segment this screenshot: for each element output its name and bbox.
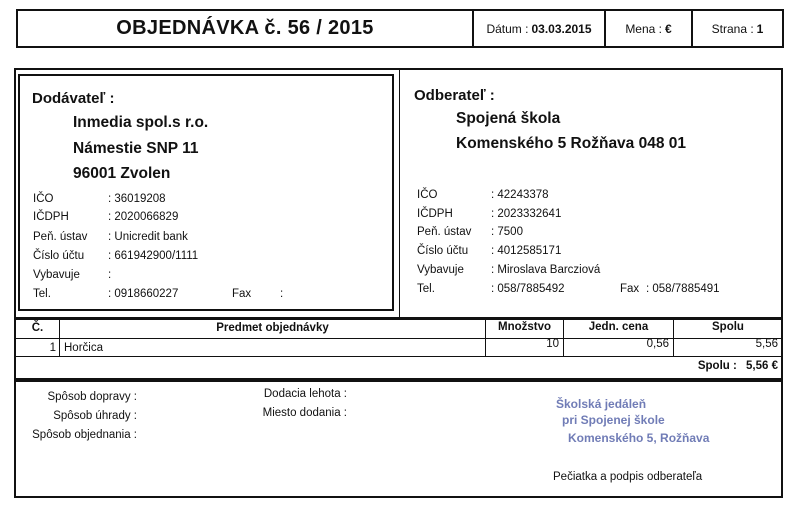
stamp-line-2: pri Spojenej škole [562,413,665,427]
buyer-handler-label: Vybavuje [417,264,464,276]
buyer-address: Komenského 5 Rožňava 048 01 [456,135,687,152]
col-header-num: Č. [31,322,44,334]
transport-label: Spôsob dopravy : [47,391,137,403]
buyer-account: : 4012585171 [491,245,562,257]
delivery-date-label: Dodacia lehota : [263,388,347,400]
document-title-text: OBJEDNÁVKA č. 56 / 2015 [116,17,374,39]
buyer-fax: : 058/7885491 [646,283,720,295]
supplier-heading: Dodávateľ : [32,90,115,107]
row-unit-price: 0,56 [646,338,669,350]
buyer-ico: : 42243378 [491,189,549,201]
supplier-tel: : 0918660227 [108,288,179,300]
stamp-line-3: Komenského 5, Rožňava [568,431,710,445]
supplier-fax: : [280,288,284,300]
stamp-line-1: Školská jedáleň [556,397,647,411]
page-label: Strana : [711,21,754,36]
col-header-total: Spolu [712,321,744,333]
buyer-bank: : 7500 [491,226,523,238]
buyer-fax-label: Fax [620,283,640,295]
buyer-ico-label: IČO [417,189,438,201]
col-header-qty: Množstvo [497,321,552,333]
buyer-icdph-label: IČDPH [417,208,453,220]
sum-label: Spolu : [697,360,737,372]
payment-label: Spôsob úhrady : [53,410,137,422]
supplier-ico-label: IČO [33,193,54,205]
buyer-account-label: Číslo účtu [417,245,469,257]
sum-value: 5,56 € [746,360,778,372]
buyer-tel-label: Tel. [417,283,435,295]
supplier-account: : 661942900/1111 [108,250,199,262]
buyer-name: Spojená škola [456,110,561,127]
buyer-heading: Odberateľ : [414,87,495,104]
buyer-handler: : Miroslava Barcziová [491,264,601,276]
buyer-stamp [512,393,742,457]
row-total: 5,56 [755,338,778,350]
col-header-unit-price: Jedn. cena [588,321,649,333]
row-num: 1 [49,342,56,354]
supplier-icdph-label: IČDPH [33,211,69,223]
buyer-bank-label: Peň. ústav [417,226,472,238]
supplier-icdph: : 2020066829 [108,211,179,223]
currency-value: € [665,21,672,36]
parties-divider [399,70,400,318]
page-value: 1 [756,21,764,36]
supplier-tel-label: Tel. [33,288,51,300]
supplier-handler: : [108,269,112,281]
document-title [16,9,474,48]
date-cell [474,9,606,48]
supplier-name: Inmedia spol.s r.o. [73,114,209,131]
supplier-account-label: Číslo účtu [33,250,85,262]
delivery-place-label: Miesto dodania : [262,407,347,419]
table-row-divider [16,356,782,357]
supplier-ico: : 36019208 [108,193,166,205]
supplier-bank: : Unicredit bank [108,231,188,243]
row-item: Horčica [64,342,103,354]
supplier-fax-label: Fax [232,288,252,300]
currency-cell [606,9,693,48]
buyer-icdph: : 2023332641 [491,208,562,220]
buyer-tel: : 058/7885492 [491,283,565,295]
order-method-label: Spôsob objednania : [32,429,137,441]
supplier-city: 96001 Zvolen [73,165,171,182]
sum-line [680,360,778,372]
date-value: 03.03.2015 [531,21,592,36]
row-qty: 10 [546,338,559,350]
page-cell [693,9,784,48]
supplier-handler-label: Vybavuje [33,269,80,281]
currency-label: Mena : [625,21,662,36]
supplier-street: Námestie SNP 11 [73,140,199,157]
supplier-bank-label: Peň. ústav [33,231,88,243]
col-header-item: Predmet objednávky [216,322,329,334]
date-label: Dátum : [486,21,529,36]
signature-caption: Pečiatka a podpis odberateľa [553,471,703,483]
